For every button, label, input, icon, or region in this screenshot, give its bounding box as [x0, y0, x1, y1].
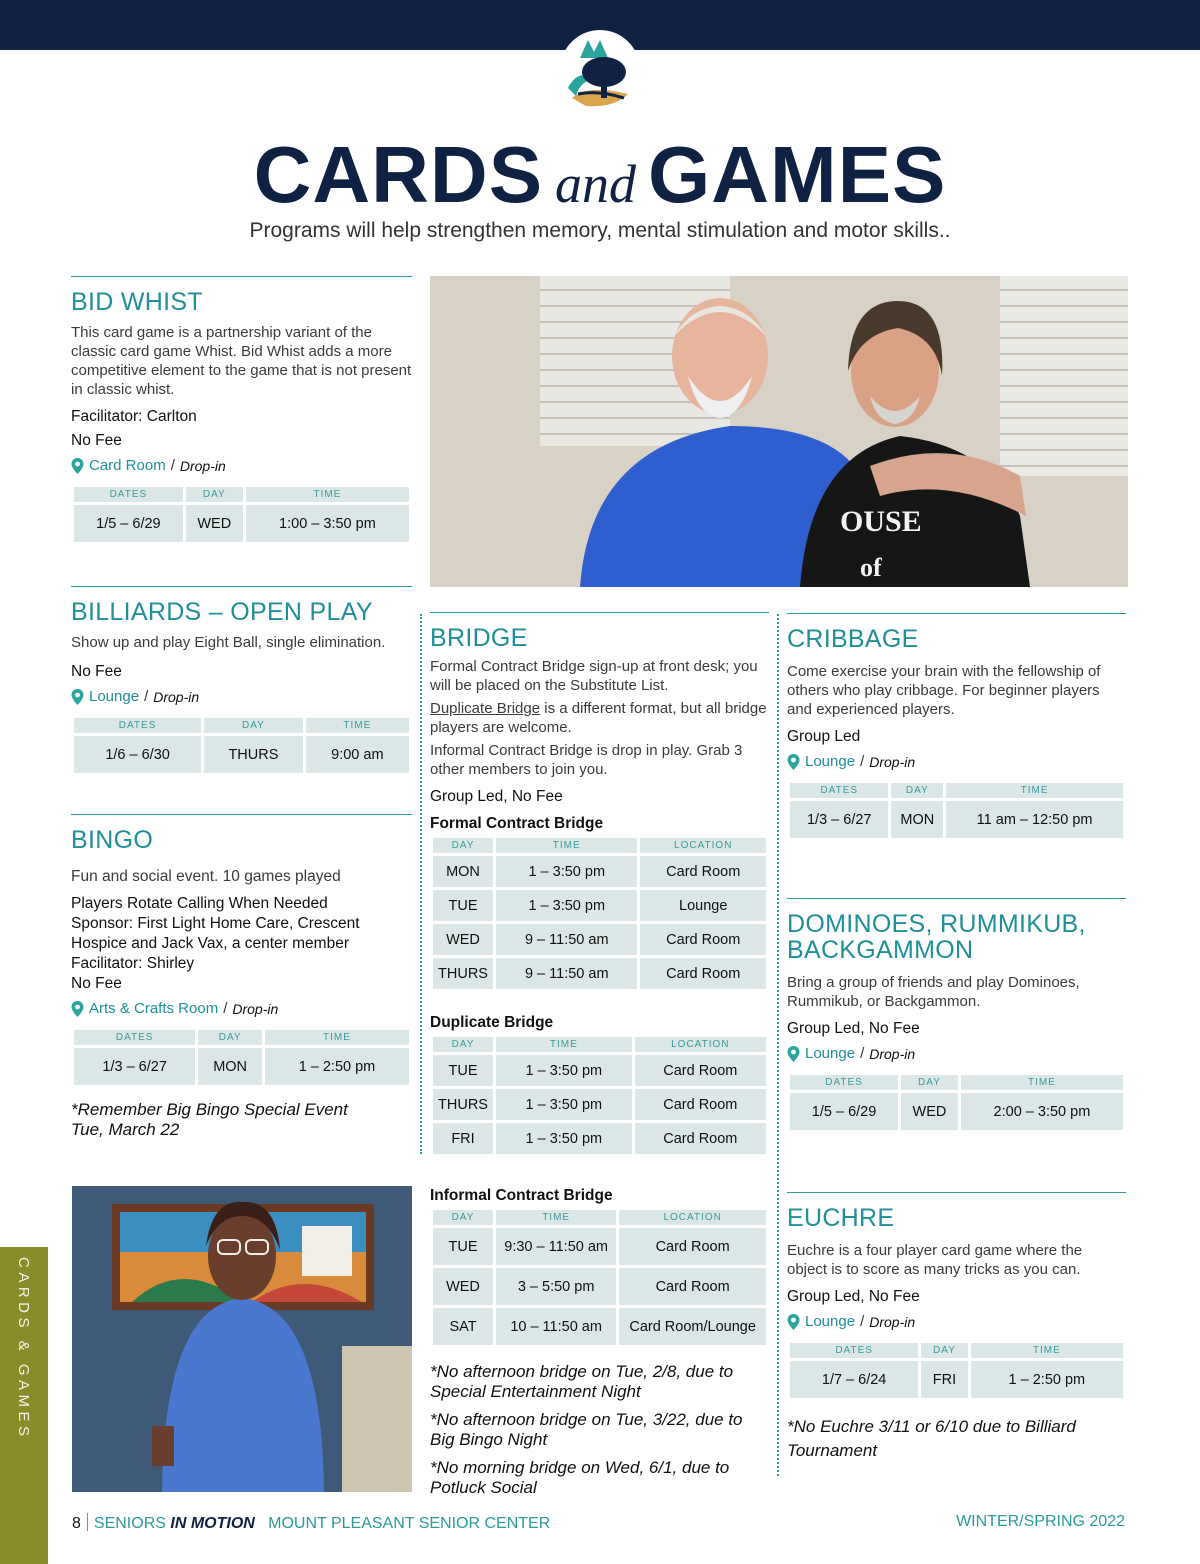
location-name: Lounge: [805, 1045, 856, 1062]
location-pin-icon: [787, 754, 800, 770]
bridge-column: [430, 612, 769, 1506]
dropin-label: Drop-in: [179, 457, 226, 474]
table-row: [433, 958, 766, 989]
divider-dotted-right: [777, 614, 779, 1476]
row-location: Card Room: [635, 1089, 766, 1120]
page-number: 8: [72, 1515, 81, 1532]
bridge-desc-informal: Informal Contract Bridge is drop in play. Grab 3 other members to join you.: [430, 742, 743, 778]
bridge-desc-formal: Formal Contract Bridge sign-up at front desk; you will be placed on the Substitute List.: [430, 658, 758, 694]
title-cards: CARDS: [253, 130, 544, 219]
duplicate-bridge-link[interactable]: Duplicate Bridge: [430, 700, 541, 717]
header-time: TIME: [971, 1343, 1123, 1358]
schedule-dates: 1/5 – 6/29: [74, 505, 183, 542]
schedule-day: MON: [198, 1048, 262, 1085]
bridge-desc-duplicate-text: is a different format, but all bridge players are welcome.: [430, 700, 767, 736]
bridge-note: *No afternoon bridge on Tue, 3/22, due to Big Bingo Night: [430, 1410, 743, 1449]
row-day: TUE: [433, 890, 493, 921]
header-dates: DATES: [790, 1075, 898, 1090]
bingo-facilitator: Facilitator: Shirley: [71, 955, 195, 972]
header-time: TIME: [496, 1037, 632, 1052]
header-location: LOCATION: [619, 1210, 766, 1225]
schedule-dates: 1/5 – 6/29: [790, 1093, 898, 1130]
header-day: DAY: [204, 718, 302, 733]
header-dates: DATES: [74, 487, 183, 502]
row-day: TUE: [433, 1055, 493, 1086]
schedule-day: FRI: [921, 1361, 967, 1398]
bingo-note: *Remember Big Bingo Special Event Tue, March 22: [71, 1100, 348, 1139]
table-row: [433, 856, 766, 887]
location-pin-icon: [71, 458, 84, 474]
euchre-note: *No Euchre 3/11 or 6/10 due to Billiard Tournament: [787, 1417, 1076, 1460]
header-time: TIME: [946, 783, 1123, 798]
header-day: DAY: [198, 1030, 262, 1045]
right-column: [787, 613, 1126, 1471]
page-subtitle: Programs will help strengthen memory, mental stimulation and motor skills..: [249, 219, 951, 242]
row-day: WED: [433, 924, 493, 955]
schedule-dates: 1/3 – 6/27: [790, 801, 888, 838]
billiards-location: Lounge / Drop-in: [71, 688, 412, 705]
header-day: DAY: [433, 838, 493, 853]
row-time: 1 – 3:50 pm: [496, 1123, 632, 1154]
footer-season: WINTER/SPRING 2022: [956, 1513, 1125, 1530]
row-day: THURS: [433, 1089, 493, 1120]
schedule-day: THURS: [204, 736, 302, 773]
row-location: Card Room: [640, 856, 766, 887]
bid-whist-fee: No Fee: [71, 432, 122, 449]
euchre-section: [787, 1192, 1126, 1463]
duplicate-bridge-table: [430, 1034, 769, 1157]
bingo-schedule: [71, 1027, 412, 1088]
informal-bridge-title: Informal Contract Bridge: [430, 1187, 613, 1204]
table-row: [433, 1123, 766, 1154]
dominoes-location: Lounge / Drop-in: [787, 1045, 1126, 1062]
bingo-title: BINGO: [71, 826, 154, 854]
header-day: DAY: [901, 1075, 958, 1090]
cribbage-section: [787, 613, 1126, 898]
dominoes-group: Group Led, No Fee: [787, 1020, 920, 1037]
dropin-label: Drop-in: [153, 688, 200, 705]
schedule-dates: 1/6 – 6/30: [74, 736, 201, 773]
location-pin-icon: [787, 1314, 800, 1330]
header-day: DAY: [186, 487, 243, 502]
euchre-location: Lounge / Drop-in: [787, 1313, 1126, 1330]
dominoes-schedule: [787, 1072, 1126, 1133]
schedule-day: WED: [901, 1093, 958, 1130]
dominoes-description: Bring a group of friends and play Dominoes, Rummikub, or Backgammon.: [787, 974, 1080, 1010]
row-time: 1 – 3:50 pm: [496, 856, 637, 887]
billiards-description: Show up and play Eight Ball, single elimination.: [71, 634, 386, 651]
footer-center-name: MOUNT PLEASANT SENIOR CENTER: [268, 1515, 551, 1532]
cribbage-description: Come exercise your brain with the fellowship of others who play cribbage. For beginner players and experienced players.: [787, 663, 1101, 718]
bid-whist-schedule: [71, 484, 412, 545]
euchre-description: Euchre is a four player card game where the object is to score as many tricks as you can.: [787, 1242, 1083, 1278]
dominoes-section: [787, 898, 1126, 1192]
table-row: [433, 1268, 766, 1305]
row-location: Card Room: [619, 1268, 766, 1305]
duplicate-bridge-title: Duplicate Bridge: [430, 1014, 554, 1031]
row-time: 1 – 3:50 pm: [496, 890, 637, 921]
billiards-section: [71, 586, 412, 814]
footer-seniors: SENIORS: [93, 1515, 166, 1532]
table-row: [433, 890, 766, 921]
header-time: TIME: [246, 487, 409, 502]
footer-left: [72, 1513, 550, 1533]
location-name: Lounge: [805, 1313, 856, 1330]
bridge-note: *No afternoon bridge on Tue, 2/8, due to Special Entertainment Night: [430, 1362, 734, 1401]
schedule-time: 1:00 – 3:50 pm: [246, 505, 409, 542]
dropin-label: Drop-in: [232, 1000, 279, 1017]
cribbage-location: Lounge / Drop-in: [787, 753, 1126, 770]
bingo-section: [71, 814, 412, 1140]
bridge-group: Group Led, No Fee: [430, 788, 563, 805]
header-dates: DATES: [74, 718, 201, 733]
schedule-dates: 1/7 – 6/24: [790, 1361, 918, 1398]
bid-whist-description: This card game is a partnership variant of the classic card game Whist. Bid Whist adds a more competitive element to the game that is not present in classic whist.: [71, 324, 412, 398]
schedule-time: 9:00 am: [306, 736, 409, 773]
row-location: Card Room: [640, 924, 766, 955]
row-day: THURS: [433, 958, 493, 989]
bingo-line1: Players Rotate Calling When Needed: [71, 895, 328, 912]
footer-in-motion: IN MOTION: [170, 1515, 255, 1532]
row-day: FRI: [433, 1123, 493, 1154]
schedule-day: WED: [186, 505, 243, 542]
row-location: Card Room/Lounge: [619, 1308, 766, 1345]
informal-bridge-table: [430, 1207, 769, 1348]
row-time: 1 – 3:50 pm: [496, 1089, 632, 1120]
photo-two-men-image: [430, 276, 1128, 587]
euchre-title: EUCHRE: [787, 1204, 895, 1232]
formal-bridge-title: Formal Contract Bridge: [430, 815, 604, 832]
row-time: 3 – 5:50 pm: [496, 1268, 616, 1305]
billiards-fee: No Fee: [71, 663, 122, 680]
side-tab: [0, 1247, 48, 1564]
bid-whist-facilitator: Facilitator: Carlton: [71, 408, 197, 425]
schedule-time: 1 – 2:50 pm: [971, 1361, 1123, 1398]
table-row: [433, 1089, 766, 1120]
bridge-notes: [430, 1362, 769, 1498]
bid-whist-location: Card Room / Drop-in: [71, 457, 412, 474]
header-dates: DATES: [790, 783, 888, 798]
bid-whist-title: BID WHIST: [71, 288, 203, 316]
side-tab-label: CARDS & GAMES: [15, 1257, 32, 1441]
title-games: GAMES: [648, 130, 947, 219]
header-time: TIME: [306, 718, 409, 733]
dropin-label: Drop-in: [869, 1045, 916, 1062]
schedule-day: MON: [891, 801, 943, 838]
row-time: 1 – 3:50 pm: [496, 1055, 632, 1086]
euchre-schedule: [787, 1340, 1126, 1401]
header-time: TIME: [265, 1030, 409, 1045]
bridge-note: *No morning bridge on Wed, 6/1, due to Potluck Social: [430, 1458, 730, 1497]
shirt-text-of: of: [860, 553, 882, 582]
bid-whist-section: [71, 276, 412, 586]
row-location: Card Room: [619, 1228, 766, 1265]
row-time: 9:30 – 11:50 am: [496, 1228, 616, 1265]
dominoes-title: DOMINOES, RUMMIKUB, BACKGAMMON: [787, 910, 1086, 964]
billiards-title: BILLIARDS – OPEN PLAY: [71, 598, 373, 626]
location-pin-icon: [71, 689, 84, 705]
header-time: TIME: [496, 1210, 616, 1225]
table-row: [433, 924, 766, 955]
schedule-dates: 1/3 – 6/27: [74, 1048, 195, 1085]
row-day: SAT: [433, 1308, 493, 1345]
bingo-location: Arts & Crafts Room / Drop-in: [71, 1000, 412, 1017]
header-day: DAY: [433, 1210, 493, 1225]
dropin-label: Drop-in: [869, 753, 916, 770]
cribbage-schedule: [787, 780, 1126, 841]
row-day: MON: [433, 856, 493, 887]
location-pin-icon: [787, 1046, 800, 1062]
table-row: [433, 1308, 766, 1345]
formal-bridge-table: [430, 835, 769, 992]
divider-dotted-left: [420, 614, 422, 1154]
bingo-sponsor: Sponsor: First Light Home Care, Crescent Hospice and Jack Vax, a center member: [71, 915, 360, 952]
row-location: Lounge: [640, 890, 766, 921]
billiards-schedule: [71, 715, 412, 776]
bridge-section: [430, 612, 769, 1498]
schedule-time: 11 am – 12:50 pm: [946, 801, 1123, 838]
header-day: DAY: [433, 1037, 493, 1052]
header-time: TIME: [496, 838, 637, 853]
photo-two-men: [430, 276, 1128, 587]
table-row: [433, 1055, 766, 1086]
euchre-group: Group Led, No Fee: [787, 1288, 920, 1305]
location-name: Arts & Crafts Room: [89, 1000, 219, 1017]
location-name: Lounge: [89, 688, 140, 705]
cribbage-group: Group Led: [787, 728, 861, 745]
row-location: Card Room: [640, 958, 766, 989]
photo-woman: [72, 1186, 412, 1492]
row-day: WED: [433, 1268, 493, 1305]
location-pin-icon: [71, 1001, 84, 1017]
header-dates: DATES: [74, 1030, 195, 1045]
bridge-desc-duplicate: [430, 699, 769, 737]
row-location: Card Room: [635, 1123, 766, 1154]
table-row: [433, 1228, 766, 1265]
bingo-description: Fun and social event. 10 games played: [71, 868, 341, 885]
left-column: [71, 276, 412, 1148]
row-time: 9 – 11:50 am: [496, 924, 637, 955]
location-name: Lounge: [805, 753, 856, 770]
header-location: LOCATION: [640, 838, 766, 853]
header-day: DAY: [921, 1343, 967, 1358]
schedule-time: 1 – 2:50 pm: [265, 1048, 409, 1085]
bingo-fee: No Fee: [71, 975, 122, 992]
shirt-text-house: OUSE: [840, 505, 922, 538]
header-time: TIME: [961, 1075, 1123, 1090]
bridge-title: BRIDGE: [430, 624, 528, 652]
row-day: TUE: [433, 1228, 493, 1265]
row-time: 9 – 11:50 am: [496, 958, 637, 989]
title-and: and: [555, 154, 637, 214]
row-time: 10 – 11:50 am: [496, 1308, 616, 1345]
cribbage-title: CRIBBAGE: [787, 625, 919, 653]
row-location: Card Room: [635, 1055, 766, 1086]
header-location: LOCATION: [635, 1037, 766, 1052]
dropin-label: Drop-in: [869, 1313, 916, 1330]
location-name: Card Room: [89, 457, 166, 474]
header-dates: DATES: [790, 1343, 918, 1358]
photo-woman-image: [72, 1186, 412, 1492]
center-logo: [558, 28, 642, 112]
header-day: DAY: [891, 783, 943, 798]
schedule-time: 2:00 – 3:50 pm: [961, 1093, 1123, 1130]
